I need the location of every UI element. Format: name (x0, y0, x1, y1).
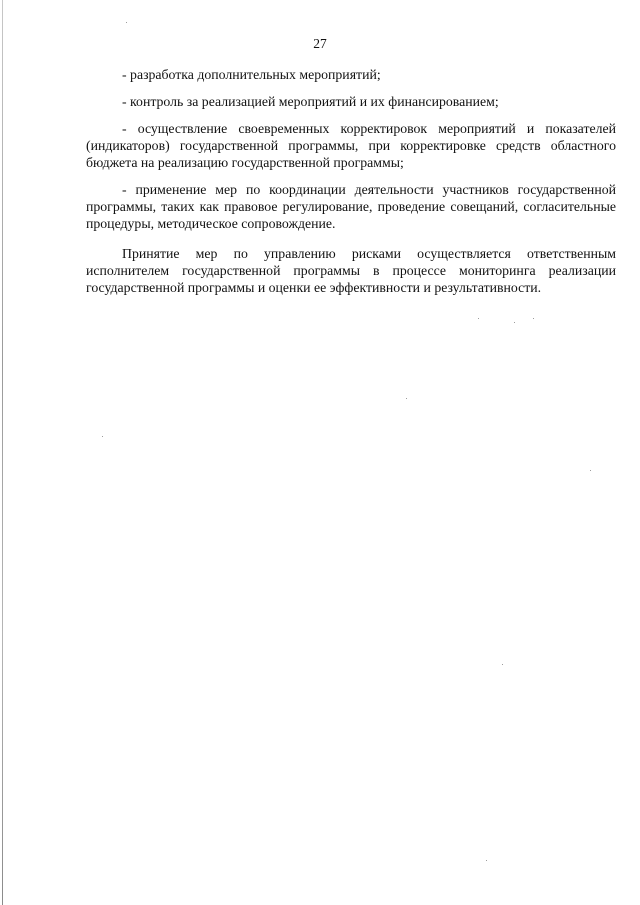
scan-speck (502, 664, 503, 665)
scan-speck (126, 22, 127, 23)
document-body (86, 66, 616, 306)
scan-speck (102, 436, 103, 437)
closing-paragraph: Принятие мер по управлению рисками осуществляется ответственным исполнителем государственной программы в процессе мониторинга реализации государственной программы и оценки ее эффективности и результативности. (86, 246, 616, 295)
list-item-4: - применение мер по координации деятельности участников государственной программы, таких как правовое регулирование, проведение совещаний, согласительные процедуры, методическое сопровождение. (86, 182, 616, 231)
list-item-1: - разработка дополнительных мероприятий; (122, 67, 381, 82)
list-item-2: - контроль за реализацией мероприятий и их финансированием; (122, 94, 499, 109)
scan-speck (478, 318, 479, 319)
page-number: 27 (313, 36, 327, 51)
scan-speck (533, 318, 534, 319)
scan-speck (514, 322, 515, 323)
scan-speck (486, 860, 487, 861)
scan-speck (590, 470, 591, 471)
scan-speck (406, 398, 407, 399)
scan-edge-line (2, 0, 3, 905)
list-item-3: - осуществление своевременных корректировок мероприятий и показателей (индикаторов) государственной программы, при корректировке средств областного бюджета на реализацию государственной программы; (86, 121, 616, 170)
